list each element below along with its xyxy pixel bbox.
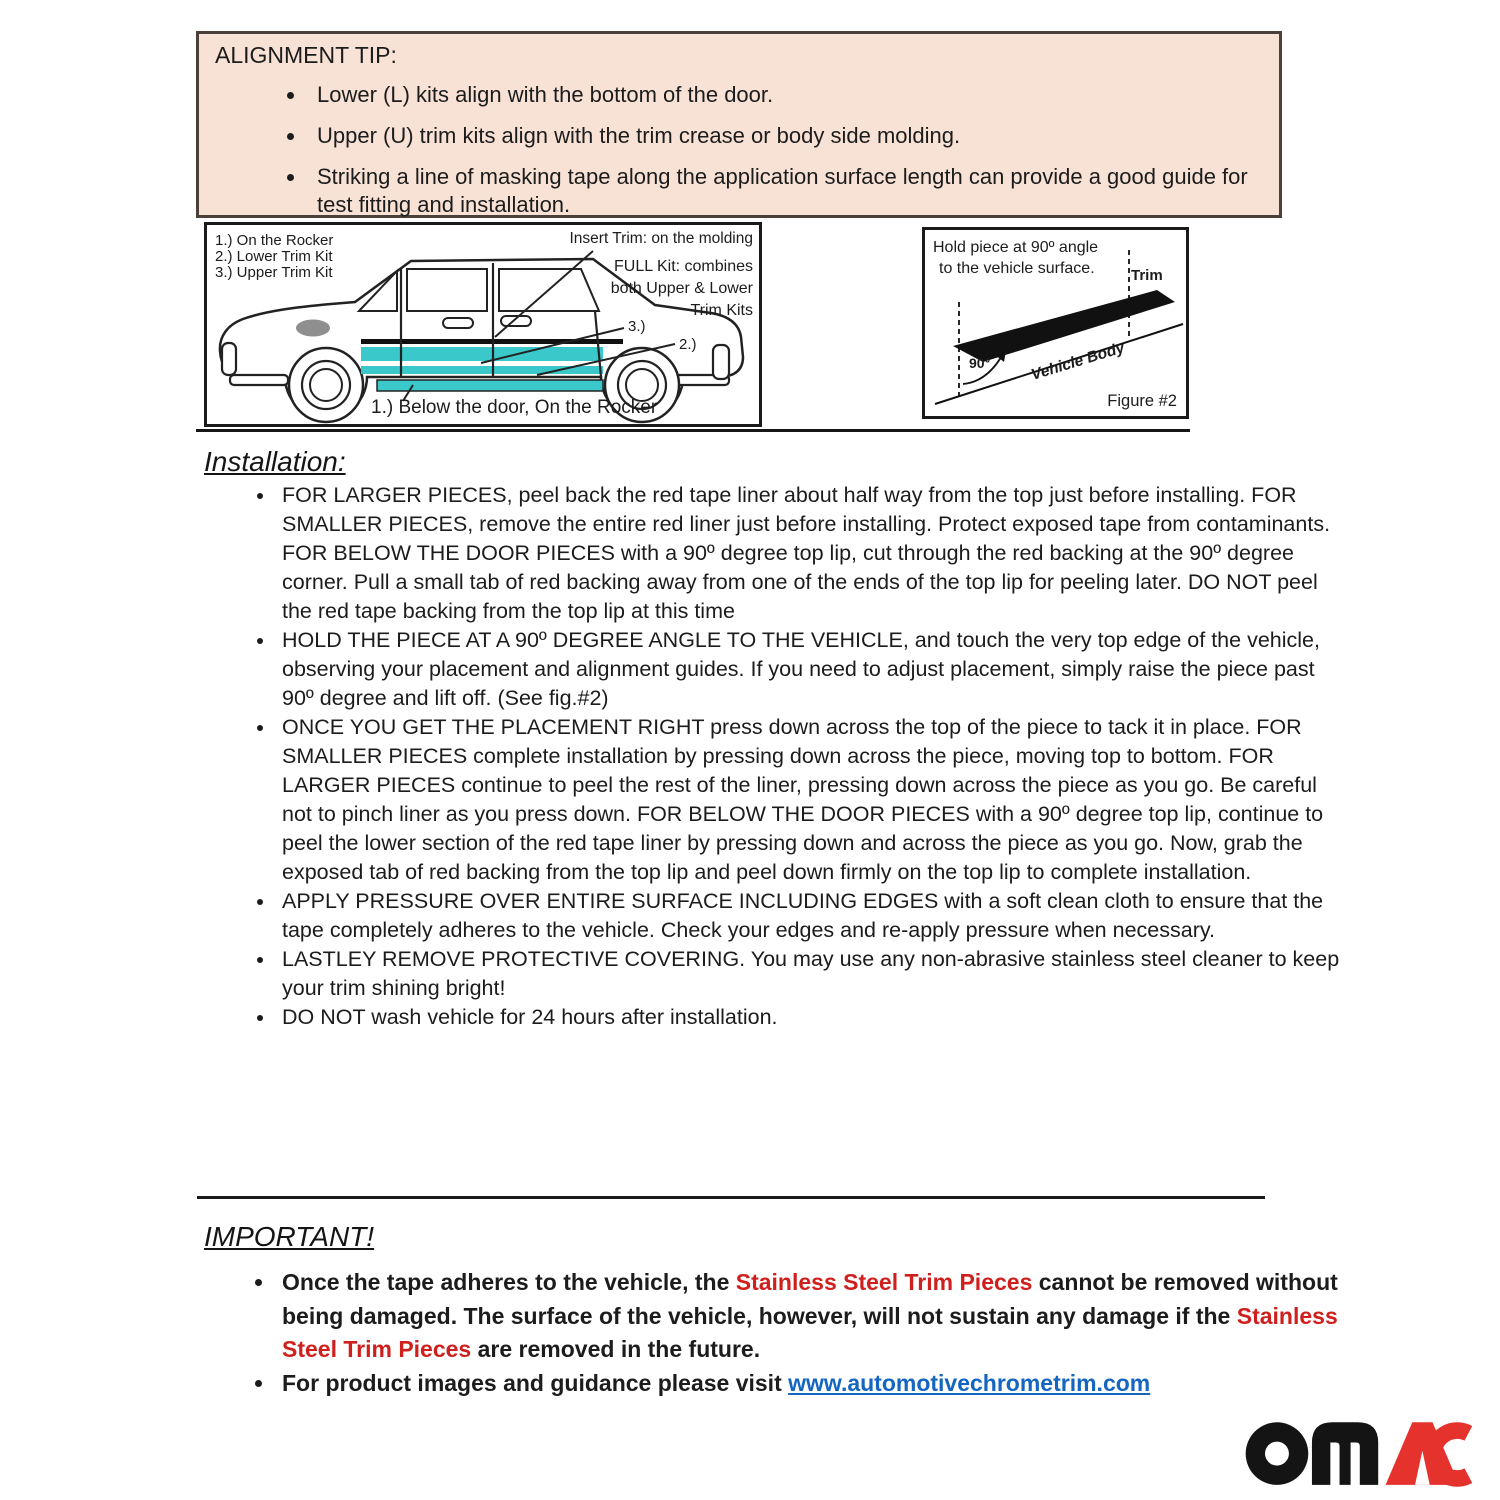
important-list (204, 1266, 1340, 1400)
omac-logo-graphic (1242, 1406, 1496, 1492)
installation-list (204, 481, 1346, 1032)
insert-trim-note: Insert Trim: on the molding (569, 230, 753, 247)
section-divider (197, 1196, 1265, 1199)
trim-label: Trim (1131, 267, 1163, 284)
alignment-tip-title: ALIGNMENT TIP: (215, 42, 397, 68)
omac-logo (1242, 1406, 1496, 1497)
alignment-tip-bullet: • Upper (U) trim kits align with the trim crease or body side molding. (307, 122, 1263, 150)
rear-bumper-end (713, 345, 729, 379)
text-segment: Stainless Steel Trim Pieces (282, 1302, 1338, 1362)
upper-trim-label: 3.) (628, 318, 646, 335)
fender-marker (296, 320, 330, 337)
vehicle-body-label: Vehicle Body (1029, 339, 1127, 384)
important-bullet (276, 1266, 1340, 1367)
figure2-caption-line2: to the vehicle surface. (939, 260, 1095, 277)
rocker-note: 1.) Below the door, On the Rocker (371, 397, 658, 418)
alignment-tip-bullet: • Striking a line of masking tape along the application surface length can provide a good guide for test fitting and installation. (307, 163, 1263, 219)
installation-heading: Installation: (204, 446, 346, 477)
text-segment: Stainless Steel Trim Pieces (735, 1269, 1033, 1295)
figure2-caption-line1: Hold piece at 90º angle (933, 239, 1099, 256)
text-segment: Once the tape adheres to the vehicle, the (282, 1269, 736, 1295)
front-bumper-end (222, 343, 236, 375)
logo-letter-c (1433, 1431, 1468, 1479)
text-segment: For product images and guidance please visit (282, 1369, 789, 1396)
installation-bullet: • APPLY PRESSURE OVER ENTIRE SURFACE INCLUDING EDGES with a soft clean cloth to ensure that the tape completely adheres to the vehicle. Check your edges and re-apply pressure when necessary. (276, 887, 1346, 945)
installation-bullet: • ONCE YOU GET THE PLACEMENT RIGHT press down across the top of the piece to tack it in place. FOR SMALLER PIECES complete installation by pressing down across the piece, moving top to bottom. FOR LARGER PIECES continue to peel the rest of the liner, pressing down across the piece as you go. Be careful not to pinch liner as you press down. FOR BELOW THE DOOR PIECES with a 90º degree top lip, continue to peel the lower section of the red tape liner by pressing down and across the piece as you go. Now, grab the exposed tab of red backing from the top lip and peel down firmly on the top lip to complete installation. (276, 713, 1346, 887)
angle-label: 90° (969, 355, 991, 371)
installation-bullet: • FOR LARGER PIECES, peel back the red tape liner about half way from the top just before installing. FOR SMALLER PIECES, remove the entire red liner just before installing. Protect exposed tape from contaminants. FOR BELOW THE DOOR PIECES with a 90º degree top lip, cut through the red backing at the 90º degree corner. Pull a small tab of red backing away from one of the ends of the top lip for peeling later. DO NOT peel the red tape backing from the top lip at this time (276, 481, 1346, 626)
full-kit-note-line3: Trim Kits (690, 302, 753, 319)
website-link[interactable]: www.automotivechrometrim.com (788, 1369, 1151, 1396)
logo-letter-m (1312, 1422, 1378, 1485)
car-diagram-graphic (207, 225, 759, 424)
important-bullet (276, 1367, 1340, 1401)
installation-bullet: • LASTLEY REMOVE PROTECTIVE COVERING. You may use any non-abrasive stainless steel cleaner to keep your trim shining bright! (276, 945, 1346, 1003)
figures-underline (196, 429, 1190, 432)
front-wheel (289, 348, 363, 422)
alignment-tip-list (215, 81, 1263, 219)
front-door-window (407, 269, 487, 311)
installation-bullet: • HOLD THE PIECE AT A 90º DEGREE ANGLE TO THE VEHICLE, and touch the very top edge of the vehicle, observing your placement and alignment guides. If you need to adjust placement, simply raise the piece past 90º degree and lift off. (See fig.#2) (276, 626, 1346, 713)
lower-trim-label: 2.) (679, 336, 697, 353)
car-legend-line3: 3.) Upper Trim Kit (215, 264, 333, 281)
alignment-tip-box (196, 31, 1282, 218)
upper-trim-stripe (361, 347, 603, 361)
vent-window (359, 271, 397, 311)
figure2-label: Figure #2 (1107, 392, 1177, 410)
car-legend-line1: 1.) On the Rocker (215, 232, 334, 249)
trim-slab (953, 290, 1175, 362)
car-trim-diagram (204, 222, 762, 427)
lower-trim-stripe (361, 366, 603, 374)
full-kit-note-line1: FULL Kit: combines (613, 258, 753, 275)
alignment-tip-bullet: • Lower (L) kits align with the bottom of the door. (307, 81, 1263, 109)
front-door-handle (443, 318, 473, 328)
figure-2-diagram (922, 227, 1189, 419)
full-kit-note-line2: both Upper & Lower (610, 280, 753, 297)
figure-2-graphic (925, 230, 1186, 416)
installation-bullet: • DO NOT wash vehicle for 24 hours after installation. (276, 1003, 1346, 1032)
text-segment: cannot be removed without being damaged. The surface of the vehicle, however, will not sustain any damage if the (282, 1269, 1338, 1329)
text-segment: are removed in the future. (471, 1336, 761, 1362)
important-heading: IMPORTANT! (204, 1221, 375, 1252)
car-legend-line2: 2.) Lower Trim Kit (215, 248, 333, 265)
front-bumper-bar (230, 375, 288, 385)
